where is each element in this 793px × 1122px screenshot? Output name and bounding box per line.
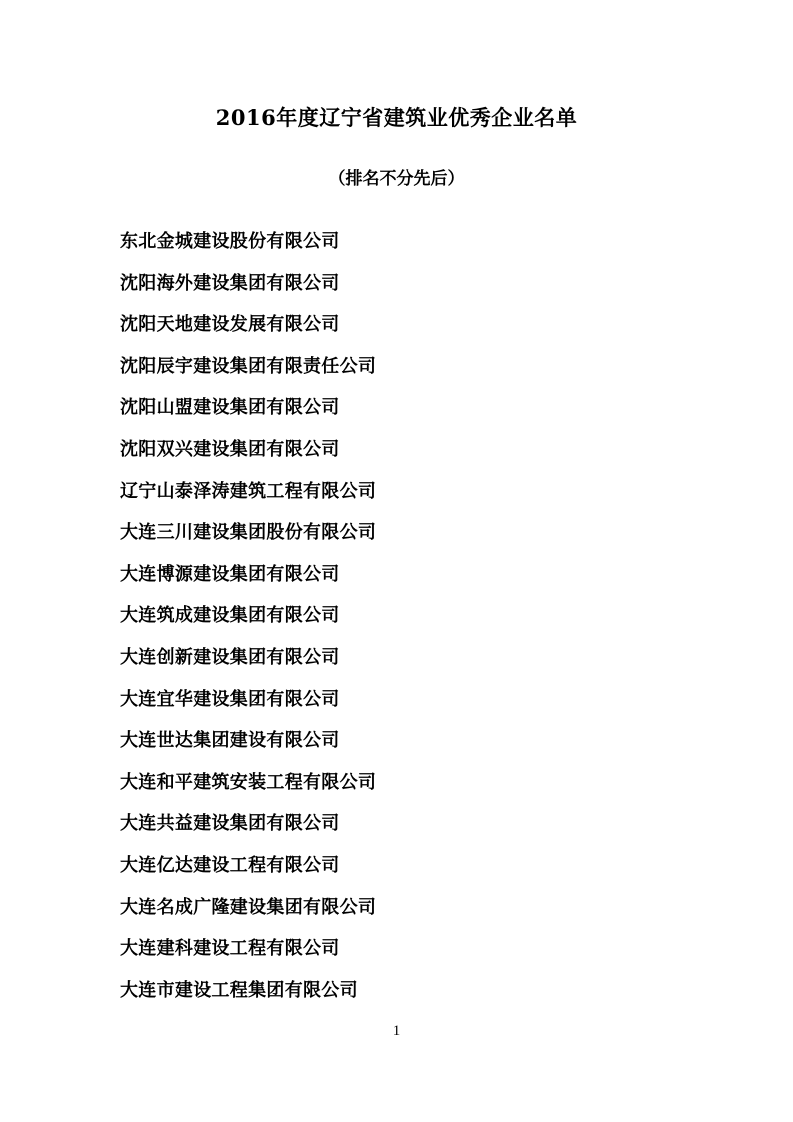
company-item: 沈阳山盟建设集团有限公司 <box>120 397 340 419</box>
document-subtitle: （排名不分先后） <box>328 169 465 189</box>
company-item: 东北金城建设股份有限公司 <box>120 231 340 252</box>
company-item: 大连三川建设集团股份有限公司 <box>120 522 377 544</box>
company-item: 大连建科建设工程有限公司 <box>120 938 340 960</box>
company-item: 大连市建设工程集团有限公司 <box>120 979 358 1001</box>
company-item: 沈阳天地建设发展有限公司 <box>120 314 340 336</box>
company-item: 大连和平建筑安装工程有限公司 <box>120 771 377 793</box>
document-title: 2016年度辽宁省建筑业优秀企业名单 <box>215 105 578 130</box>
company-item: 大连筑成建设集团有限公司 <box>120 605 340 627</box>
company-item: 沈阳海外建设集团有限公司 <box>120 272 340 294</box>
company-item: 大连创新建设集团有限公司 <box>120 646 340 668</box>
company-item: 大连宜华建设集团有限公司 <box>120 688 340 710</box>
company-item: 大连共益建设集团有限公司 <box>120 813 340 835</box>
company-item: 大连名成广隆建设集团有限公司 <box>120 896 377 918</box>
company-item: 大连亿达建设工程有限公司 <box>120 854 340 876</box>
company-item: 大连世达集团建设有限公司 <box>120 730 340 752</box>
company-item: 辽宁山泰泽涛建筑工程有限公司 <box>120 480 377 502</box>
page-number: 1 <box>392 1023 401 1039</box>
company-list <box>120 228 376 1018</box>
company-item: 大连博源建设集团有限公司 <box>120 563 340 585</box>
company-item: 沈阳辰宇建设集团有限责任公司 <box>120 355 377 377</box>
company-item: 沈阳双兴建设集团有限公司 <box>120 438 340 460</box>
